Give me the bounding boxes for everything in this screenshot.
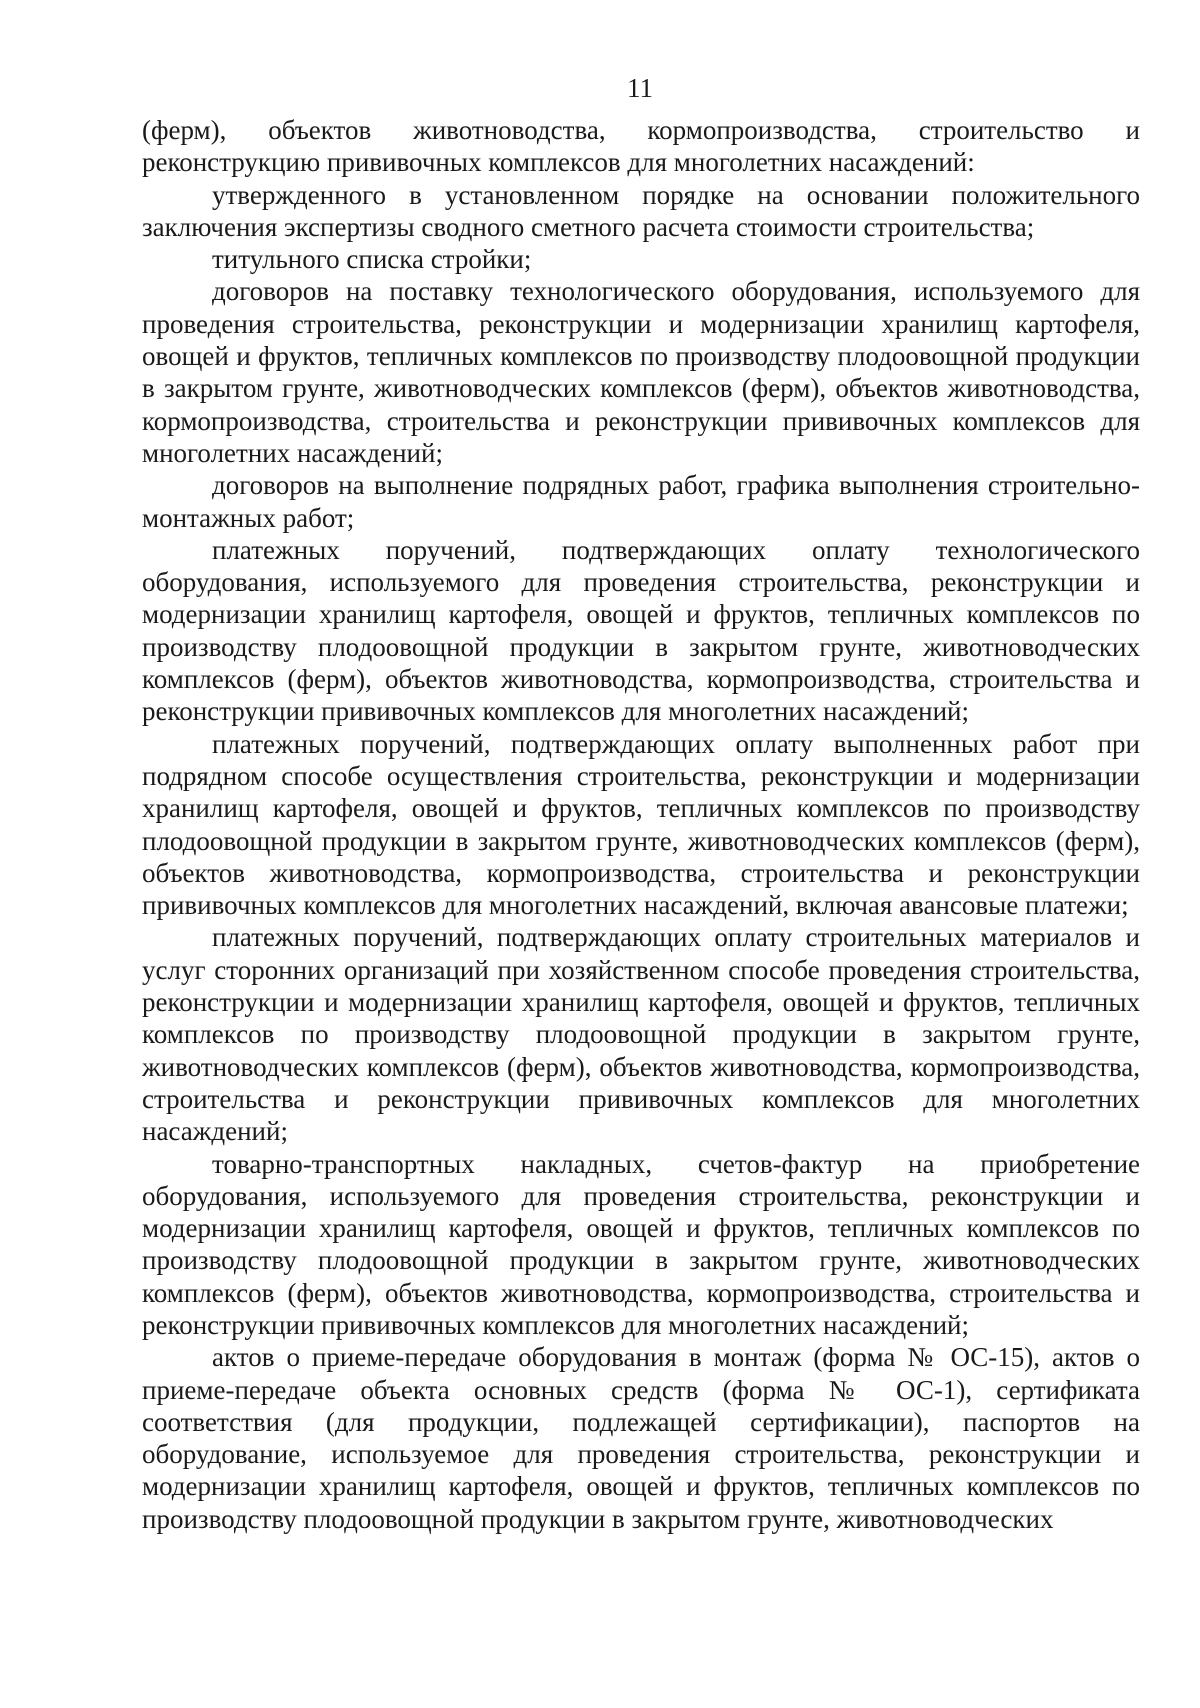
paragraph-2: утвержденного в установленном порядке на основании положительного заключения экспертизы сводного сметного расчета стоимости строительства; [142,179,1140,242]
paragraph-4: договоров на поставку технологического оборудования, используемого для проведения строительства, реконструкции и модернизации хранилищ картофеля, овощей и фруктов, тепличных комплексов по производству плодоовощной продукции в закрытом грунте, животноводческих комплексов (ферм), объектов животноводства, кормопроизводства, строительства и реконструкции прививочных комплексов для многолетних насаждений; [142,276,1140,468]
document-body [142,114,1140,1535]
paragraph-10: актов о приеме-передаче оборудования в монтаж (форма № ОС-15), актов о приеме-передаче объекта основных средств (форма № ОС-1), сертификата соответствия (для продукции, подлежащей сертификации), паспортов на оборудование, используемое для проведения строительства, реконструкции и модернизации хранилищ картофеля, овощей и фруктов, тепличных комплексов по производству плодоовощной продукции в закрытом грунте, животноводческих [142,1342,1140,1534]
paragraph-8: платежных поручений, подтверждающих оплату строительных материалов и услуг сторонних организаций при хозяйственном способе проведения строительства, реконструкции и модернизации хранилищ картофеля, овощей и фруктов, тепличных комплексов по производству плодоовощной продукции в закрытом грунте, животноводческих комплексов (ферм), объектов животноводства, кормопроизводства, строительства и реконструкции прививочных комплексов для многолетних насаждений; [142,922,1140,1147]
page-number: 11 [627,73,653,103]
paragraph-7: платежных поручений, подтверждающих оплату выполненных работ при подрядном способе осуществления строительства, реконструкции и модернизации хранилищ картофеля, овощей и фруктов, тепличных комплексов по производству плодоовощной продукции в закрытом грунте, животноводческих комплексов (ферм), объектов животноводства, кормопроизводства, строительства и реконструкции прививочных комплексов для многолетних насаждений, включая авансовые платежи; [142,728,1140,921]
paragraph-6: платежных поручений, подтверждающих оплату технологического оборудования, используемого для проведения строительства, реконструкции и модернизации хранилищ картофеля, овощей и фруктов, тепличных комплексов по производству плодоовощной продукции в закрытом грунте, животноводческих комплексов (ферм), объектов животноводства, кормопроизводства, строительства и реконструкции прививочных комплексов для многолетних насаждений; [142,534,1140,727]
paragraph-5: договоров на выполнение подрядных работ, графика выполнения строительно-монтажных работ; [142,470,1140,533]
paragraph-3: титульного списка стройки; [212,244,532,275]
paragraph-1: (ферм), объектов животноводства, кормопроизводства, строительство и реконструкцию прививочных комплексов для многолетних насаждений: [142,115,1140,178]
paragraph-9: товарно-транспортных накладных, счетов-фактур на приобретение оборудования, используемого для проведения строительства, реконструкции и модернизации хранилищ картофеля, овощей и фруктов, тепличных комплексов по производству плодоовощной продукции в закрытом грунте, животноводческих комплексов (ферм), объектов животноводства, кормопроизводства, строительства и реконструкции прививочных комплексов для многолетних насаждений; [142,1148,1140,1340]
